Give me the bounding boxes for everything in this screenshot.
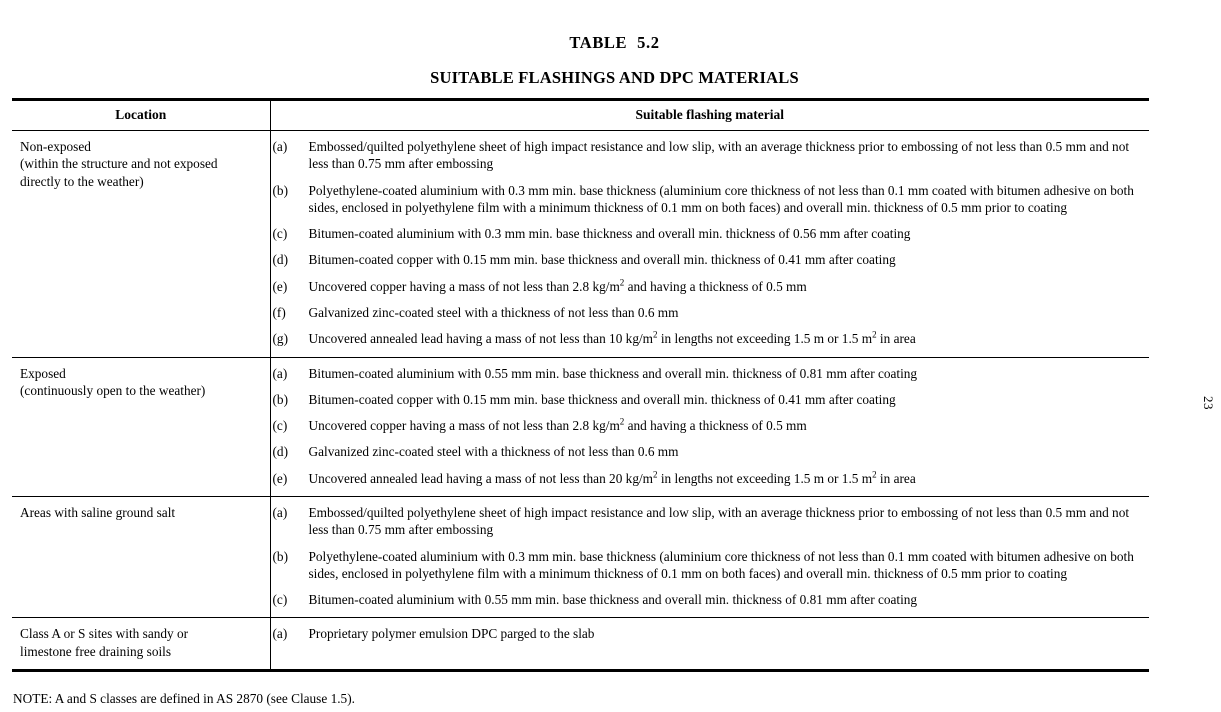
material-item	[271, 548, 1150, 583]
material-item	[271, 225, 1150, 242]
material-item	[271, 330, 1150, 347]
location-line: Non-exposed	[20, 139, 91, 154]
table-label: TABLE	[569, 33, 628, 52]
material-item-text: Uncovered annealed lead having a mass of not less than 10 $kg/m^2$ in lengths not exceeding 1.5 m or 1.5 $m^2$ in area	[308, 329, 916, 347]
material-item-text: Polyethylene-coated aluminium with 0.3 mm min. base thickness (aluminium core thickness of not less than 0.1 mm coated with bitumen adhesive on both sides, enclosed in polyethylene film with a minimum thickness of 0.1 mm on both faces) and overall min. thickness of 0.5 mm prior to coating	[308, 548, 1134, 581]
material-item-label: (b)	[272, 548, 289, 564]
location-line: Class A or S sites with sandy or	[20, 626, 189, 642]
table-row	[12, 618, 1149, 671]
material-item-label: (d)	[272, 444, 289, 460]
material-item-text: Bitumen-coated aluminium with 0.3 mm min. base thickness and overall min. thickness of 0.56 mm after coating	[308, 226, 911, 242]
material-item-label: (c)	[272, 418, 288, 434]
location-line: Exposed	[20, 365, 66, 381]
material-item-list	[271, 365, 1150, 487]
page-title	[0, 33, 1221, 53]
table-header-row	[12, 100, 1149, 131]
page-number: 23	[1201, 396, 1216, 410]
page-subtitle: SUITABLE FLASHINGS AND DPC MATERIALS	[430, 68, 799, 87]
material-item-label: (d)	[272, 252, 289, 268]
material-item-label: (a)	[272, 504, 288, 520]
title-block	[0, 0, 1221, 88]
material-item-text: Uncovered annealed lead having a mass of not less than 20 $kg/m^2$ in lengths not exceeding 1.5 m or 1.5 $m^2$ in area	[308, 469, 916, 486]
material-item-list	[271, 138, 1150, 348]
material-item-label: (c)	[272, 226, 288, 242]
cell-material	[270, 618, 1149, 671]
material-item-label: (e)	[272, 278, 288, 294]
table-row	[12, 357, 1149, 496]
material-item-text: Embossed/quilted polyethylene sheet of high impact resistance and low slip, with an average thickness prior to embossing of not less than 0.5 mm and not less than 0.75 mm after embossing	[308, 504, 1130, 538]
location-line: limestone free draining soils	[20, 643, 172, 659]
material-item	[271, 391, 1150, 408]
table-container	[12, 98, 1149, 672]
cell-material	[270, 357, 1149, 496]
material-item-text: Bitumen-coated copper with 0.15 mm min. base thickness and overall min. thickness of 0.41 mm after coating	[308, 391, 896, 407]
material-item-label: (f)	[272, 304, 286, 320]
table-row	[12, 496, 1149, 617]
material-item-label: (b)	[272, 182, 289, 198]
column-header-location: Location	[12, 100, 270, 131]
material-item	[271, 443, 1150, 460]
table-header	[12, 100, 1149, 131]
material-item	[271, 470, 1150, 487]
material-item-text: Uncovered copper having a mass of not less than 2.8 $kg/m^2$ and having a thickness of 0.5 mm	[308, 416, 807, 434]
material-item-text: Embossed/quilted polyethylene sheet of high impact resistance and low slip, with an average thickness prior to embossing of not less than 0.5 mm and not less than 0.75 mm after embossing	[308, 139, 1130, 172]
material-item	[271, 304, 1150, 321]
material-item-text: Polyethylene-coated aluminium with 0.3 mm min. base thickness (aluminium core thickness of not less than 0.1 mm coated with bitumen adhesive on both sides, enclosed in polyethylene film with a minimum thickness of 0.1 mm on both faces) and overall min. thickness of 0.5 mm prior to coating	[308, 182, 1134, 215]
material-item-text: Galvanized zinc-coated steel with a thickness of not less than 0.6 mm	[308, 444, 679, 460]
material-item-text: Bitumen-coated aluminium with 0.55 mm min. base thickness and overall min. thickness of 0.81 mm after coating	[308, 592, 918, 608]
material-item-label: (e)	[272, 470, 288, 486]
material-item	[271, 182, 1150, 217]
material-item-label: (g)	[272, 331, 289, 347]
cell-location	[12, 618, 270, 671]
material-item	[271, 625, 1150, 642]
material-item	[271, 504, 1150, 539]
material-item-label: (a)	[272, 626, 288, 642]
location-line: directly to the weather)	[20, 173, 144, 189]
material-item-list	[271, 625, 1150, 642]
location-line: Areas with saline ground salt	[20, 504, 176, 520]
column-header-material: Suitable flashing material	[270, 100, 1149, 131]
material-item-label: (b)	[272, 391, 289, 407]
location-line: (continuously open to the weather)	[20, 382, 206, 398]
material-item-text: Uncovered copper having a mass of not less than 2.8 $kg/m^2$ and having a thickness of 0.5 mm	[308, 277, 807, 294]
table-number: 5.2	[637, 33, 660, 52]
material-item-list	[271, 504, 1150, 608]
material-item-label: (a)	[272, 139, 288, 154]
material-item	[271, 591, 1150, 608]
cell-location	[12, 357, 270, 496]
cell-location	[12, 131, 270, 358]
table-row	[12, 131, 1149, 358]
material-item-text: Galvanized zinc-coated steel with a thickness of not less than 0.6 mm	[308, 304, 679, 320]
cell-material	[270, 131, 1149, 358]
table-body	[12, 131, 1149, 671]
material-item-text: Bitumen-coated copper with 0.15 mm min. base thickness and overall min. thickness of 0.41 mm after coating	[308, 252, 896, 268]
cell-material	[270, 496, 1149, 617]
material-item	[271, 138, 1150, 173]
flashings-table	[12, 98, 1149, 672]
material-item-text: Bitumen-coated aluminium with 0.55 mm min. base thickness and overall min. thickness of 0.81 mm after coating	[308, 365, 918, 381]
material-item	[271, 251, 1150, 268]
material-item	[271, 278, 1150, 295]
material-item	[271, 365, 1150, 382]
location-line: (within the structure and not exposed	[20, 156, 218, 172]
cell-location	[12, 496, 270, 617]
material-item-label: (a)	[272, 365, 288, 381]
material-item-label: (c)	[272, 592, 288, 608]
table-note: NOTE: A and S classes are defined in AS 2870 (see Clause 1.5).	[13, 691, 355, 706]
material-item	[271, 417, 1150, 434]
material-item-text: Proprietary polymer emulsion DPC parged to the slab	[308, 626, 595, 642]
